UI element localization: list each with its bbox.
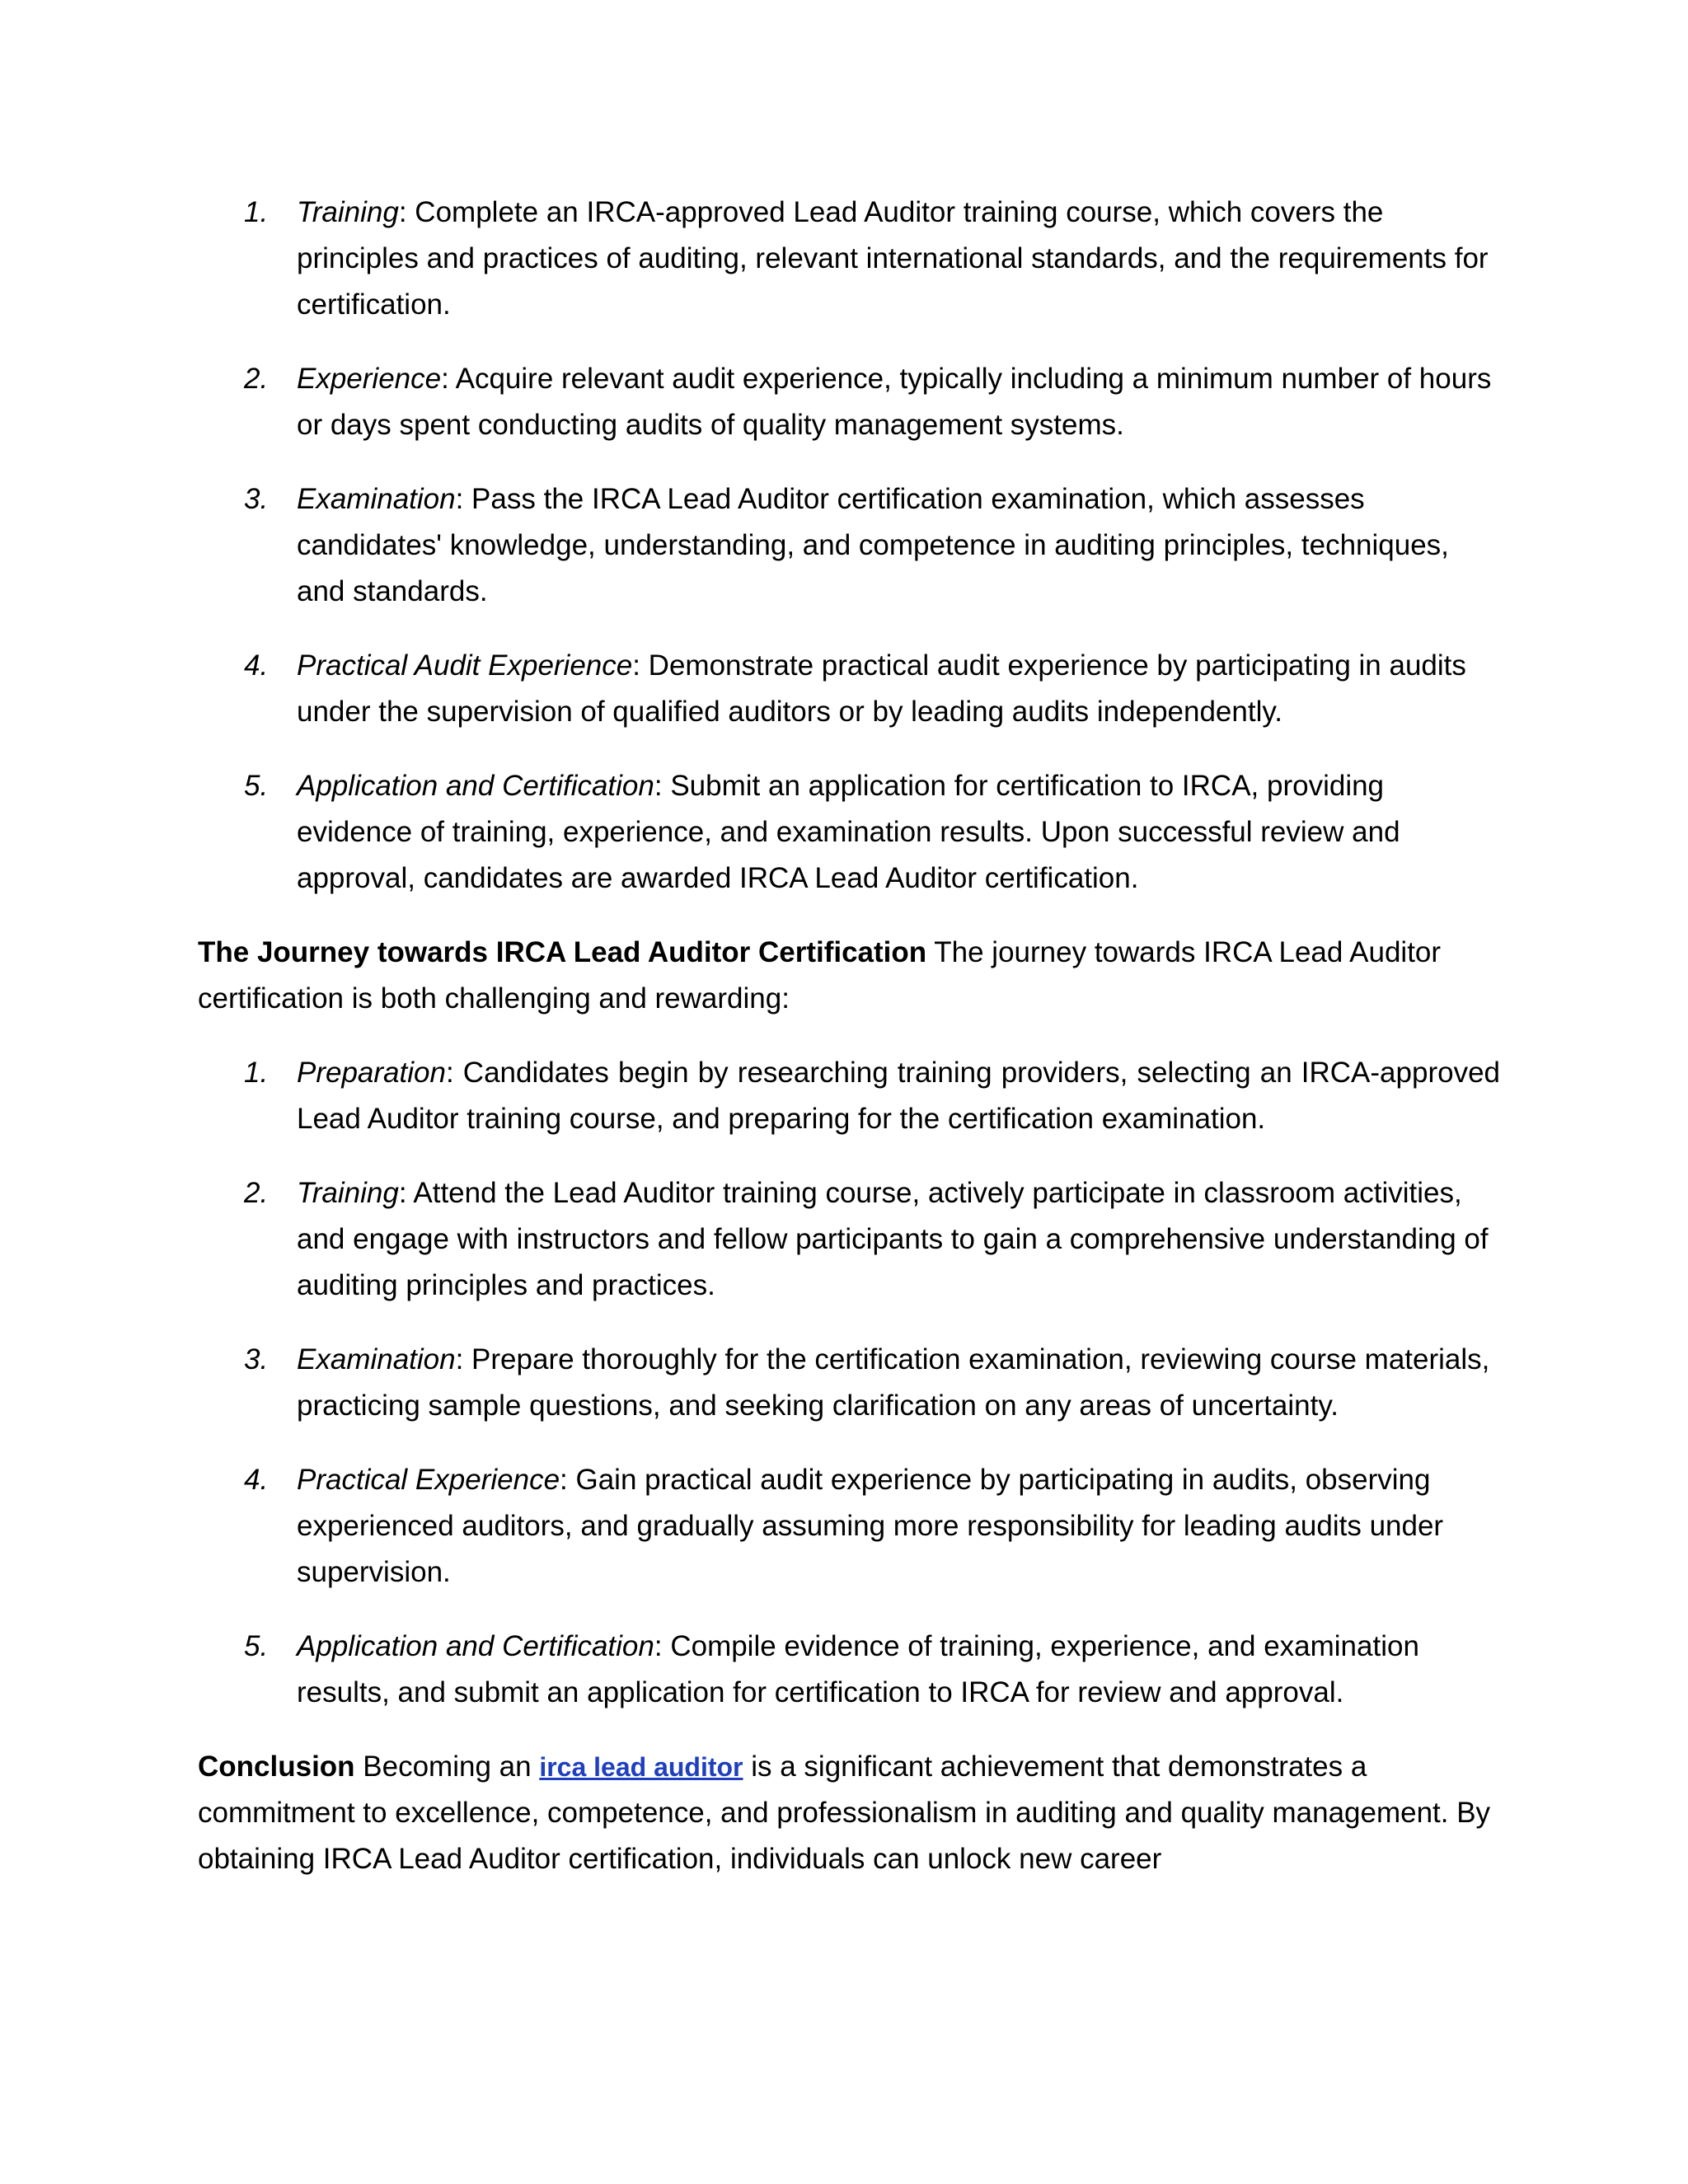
list-item-number: 3. bbox=[244, 1343, 269, 1376]
list-item-term: Examination bbox=[297, 1343, 456, 1376]
list-item bbox=[198, 356, 1500, 448]
certification-steps-list bbox=[198, 190, 1500, 902]
journey-paragraph bbox=[198, 930, 1500, 1022]
conclusion-paragraph bbox=[198, 1744, 1500, 1882]
irca-lead-auditor-link[interactable]: irca lead auditor bbox=[539, 1752, 743, 1782]
list-item-text: : Gain practical audit experience by participating in audits, observing experienced auditors, and gradually assuming more responsibility for leading audits under supervision. bbox=[297, 1464, 1444, 1588]
list-item-term: Training bbox=[297, 196, 399, 228]
list-item-term: Training bbox=[297, 1177, 399, 1209]
list-item-number: 4. bbox=[244, 649, 269, 682]
list-item-term: Experience bbox=[297, 363, 442, 395]
list-item bbox=[198, 1050, 1500, 1142]
list-item bbox=[198, 1337, 1500, 1429]
list-item-text: : Attend the Lead Auditor training course, actively participate in classroom activities, and engage with instructors and fellow participants to gain a comprehensive understanding of auditing principles and practices. bbox=[297, 1177, 1489, 1301]
journey-steps-list bbox=[198, 1050, 1500, 1716]
list-item bbox=[198, 476, 1500, 615]
list-item-number: 1. bbox=[244, 1057, 269, 1089]
journey-text: The journey towards IRCA Lead Auditor certification is both challenging and rewarding: bbox=[198, 936, 1442, 1015]
journey-heading: The Journey towards IRCA Lead Auditor Certification bbox=[198, 936, 927, 968]
document-body bbox=[198, 190, 1500, 1910]
list-item-term: Application and Certification bbox=[297, 1630, 654, 1662]
list-item-number: 2. bbox=[244, 363, 269, 395]
list-item bbox=[198, 1170, 1500, 1309]
list-item-term: Practical Audit Experience bbox=[297, 649, 633, 682]
list-item-text: : Compile evidence of training, experience, and examination results, and submit an application for certification to IRCA for review and approval. bbox=[297, 1630, 1419, 1708]
conclusion-text-after-link: is a significant achievement that demonstrates a commitment to excellence, competence, and professionalism in auditing and quality management. By obtaining IRCA Lead Auditor certification, individuals can unlock new career bbox=[198, 1750, 1491, 1875]
list-item-text: : Demonstrate practical audit experience by participating in audits under the supervision of qualified auditors or by leading audits independently. bbox=[297, 649, 1466, 728]
list-item-number: 1. bbox=[244, 196, 269, 228]
list-item-text: : Complete an IRCA-approved Lead Auditor training course, which covers the principles and practices of auditing, relevant international standards, and the requirements for certification. bbox=[297, 196, 1489, 321]
list-item bbox=[198, 190, 1500, 328]
list-item-term: Application and Certification bbox=[297, 770, 654, 802]
list-item-text: : Submit an application for certification to IRCA, providing evidence of training, experience, and examination results. Upon successful review and approval, candidates are awarded IRCA Lead Auditor certification. bbox=[297, 770, 1400, 894]
list-item-text: : Candidates begin by researching training providers, selecting an IRCA-approved Lead Auditor training course, and preparing for the certification examination. bbox=[297, 1057, 1500, 1135]
list-item-term: Examination bbox=[297, 483, 456, 515]
conclusion-heading: Conclusion bbox=[198, 1750, 355, 1783]
list-item-number: 3. bbox=[244, 483, 269, 515]
list-item-text: : Prepare thoroughly for the certification examination, reviewing course materials, practicing sample questions, and seeking clarification on any areas of uncertainty. bbox=[297, 1343, 1490, 1422]
list-item-number: 5. bbox=[244, 770, 269, 802]
list-item-number: 5. bbox=[244, 1630, 269, 1662]
list-item-term: Practical Experience bbox=[297, 1464, 560, 1496]
list-item bbox=[198, 1624, 1500, 1716]
list-item-number: 4. bbox=[244, 1464, 269, 1496]
list-item-term: Preparation bbox=[297, 1057, 446, 1089]
list-item bbox=[198, 1457, 1500, 1596]
list-item-text: : Acquire relevant audit experience, typically including a minimum number of hours or days spent conducting audits of quality management systems. bbox=[297, 363, 1492, 441]
list-item-number: 2. bbox=[244, 1177, 269, 1209]
list-item bbox=[198, 643, 1500, 735]
conclusion-text-before-link: Becoming an bbox=[354, 1750, 540, 1783]
list-item bbox=[198, 763, 1500, 902]
list-item-text: : Pass the IRCA Lead Auditor certification examination, which assesses candidates' knowledge, understanding, and competence in auditing principles, techniques, and standards. bbox=[297, 483, 1449, 607]
